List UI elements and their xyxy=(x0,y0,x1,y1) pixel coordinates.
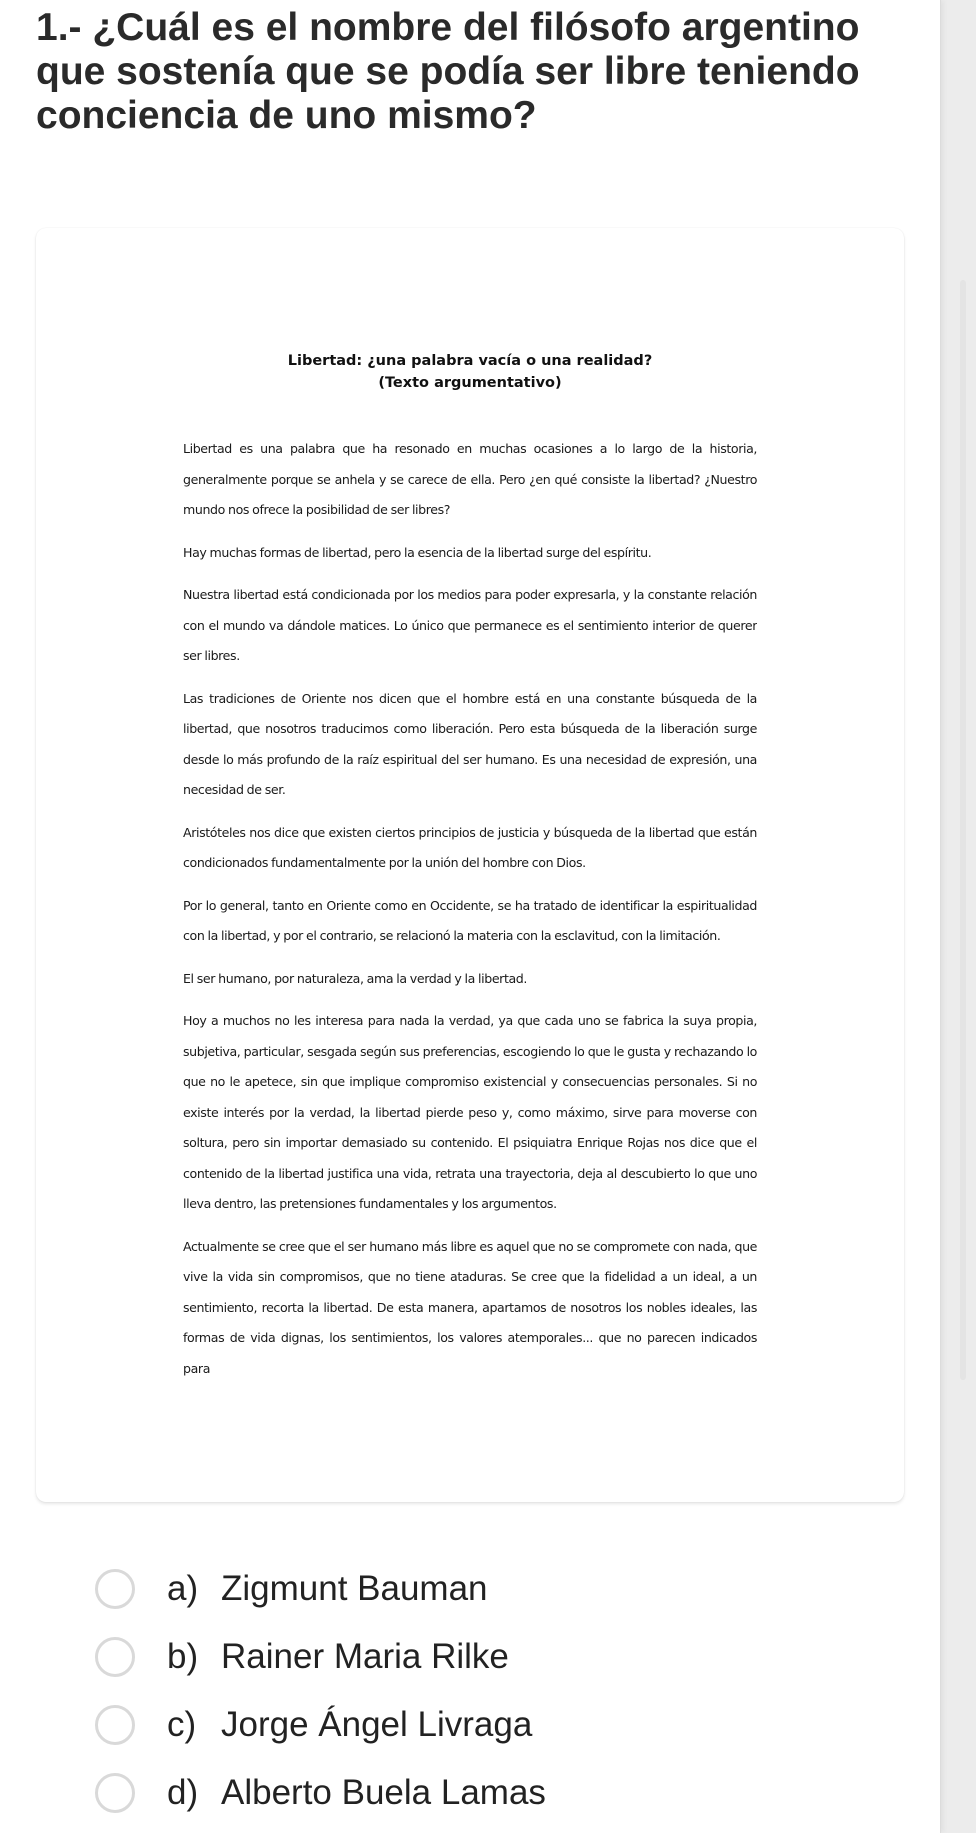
option-letter: b) xyxy=(167,1637,199,1676)
option-letter: c) xyxy=(167,1705,197,1744)
question-text: 1.- ¿Cuál es el nombre del filósofo argentino que sostenía que se podía ser libre teniendo conciencia de uno mismo? xyxy=(36,6,860,137)
reading-paragraph: Las tradiciones de Oriente nos dicen que el hombre está en una constante búsqueda de la libertad, que nosotros traducimos como liberación. Pero esta búsqueda de la liberación surge desde lo más profundo de la raíz espiritual del ser humano. Es una necesidad de expresión, una necesidad de ser. xyxy=(183,690,757,797)
option-a[interactable] xyxy=(95,1555,895,1623)
reading-paragraph: Por lo general, tanto en Oriente como en Occidente, se ha tratado de identificar la espiritualidad con la libertad, y por el contrario, se relacionó la materia con la esclavitud, con la limitación. xyxy=(183,897,757,943)
radio-button-b[interactable] xyxy=(95,1637,135,1677)
reading-paragraph: El ser humano, por naturaleza, ama la verdad y la libertad. xyxy=(183,970,528,986)
option-letter: a) xyxy=(167,1569,199,1608)
option-label: Jorge Ángel Livraga xyxy=(221,1705,533,1744)
option-b[interactable] xyxy=(95,1623,895,1691)
reading-title-subtitle: (Texto argumentativo) xyxy=(378,375,562,391)
reading-title-main: Libertad: ¿una palabra vacía o una realidad? xyxy=(287,353,653,369)
reading-paragraph: Libertad es una palabra que ha resonado en muchas ocasiones a lo largo de la historia, generalmente porque se anhela y se carece de ella. Pero ¿en qué consiste la libertad? ¿Nuestro mundo nos ofrece la posibilidad de ser libres? xyxy=(183,441,757,517)
radio-button-c[interactable] xyxy=(95,1705,135,1745)
option-label: Alberto Buela Lamas xyxy=(221,1773,546,1812)
answer-options xyxy=(95,1555,895,1827)
reading-paragraph: Hay muchas formas de libertad, pero la esencia de la libertad surge del espíritu. xyxy=(183,544,652,560)
option-label: Zigmunt Bauman xyxy=(221,1569,488,1608)
option-letter: d) xyxy=(167,1773,199,1812)
reading-title xyxy=(36,350,904,394)
radio-button-a[interactable] xyxy=(95,1569,135,1609)
option-c[interactable] xyxy=(95,1691,895,1759)
radio-button-d[interactable] xyxy=(95,1773,135,1813)
reading-paragraph: Actualmente se cree que el ser humano más libre es aquel que no se compromete con nada, que vive la vida sin compromisos, que no tiene ataduras. Se cree que la fidelidad a un ideal, a un sentimiento, recorta la libertad. De esta manera, apartamos de nosotros los nobles ideales, las formas de vida dignas, los sentimientos, los valores atemporales... que no parecen indicados para xyxy=(183,1238,757,1376)
option-d[interactable] xyxy=(95,1759,895,1827)
reading-card xyxy=(36,228,904,1502)
reading-paragraph: Aristóteles nos dice que existen ciertos principios de justicia y búsqueda de la libertad que están condicionados fundamentalmente por la unión del hombre con Dios. xyxy=(183,824,757,870)
scrollbar-track[interactable] xyxy=(960,280,966,1380)
reading-paragraph: Nuestra libertad está condicionada por los medios para poder expresarla, y la constante relación con el mundo va dándole matices. Lo único que permanece es el sentimiento interior de querer ser libres. xyxy=(183,587,757,663)
reading-body xyxy=(183,434,757,1434)
option-label: Rainer Maria Rilke xyxy=(221,1637,509,1676)
reading-paragraph: Hoy a muchos no les interesa para nada la verdad, ya que cada uno se fabrica la suya propia, subjetiva, particular, sesgada según sus preferencias, escogiendo lo que le gusta y rechazando lo que no le apetece, sin que implique compromiso existencial y consecuencias personales. Si no existe interés por la verdad, la libertad pierde peso y, como máximo, sirve para moverse con soltura, pero sin importar demasiado su contenido. El psiquiatra Enrique Rojas nos dice que el contenido de la libertad justifica una vida, retrata una trayectoria, deja al descubierto lo que uno lleva dentro, las pretensiones fundamentales y los argumentos. xyxy=(183,1013,757,1211)
